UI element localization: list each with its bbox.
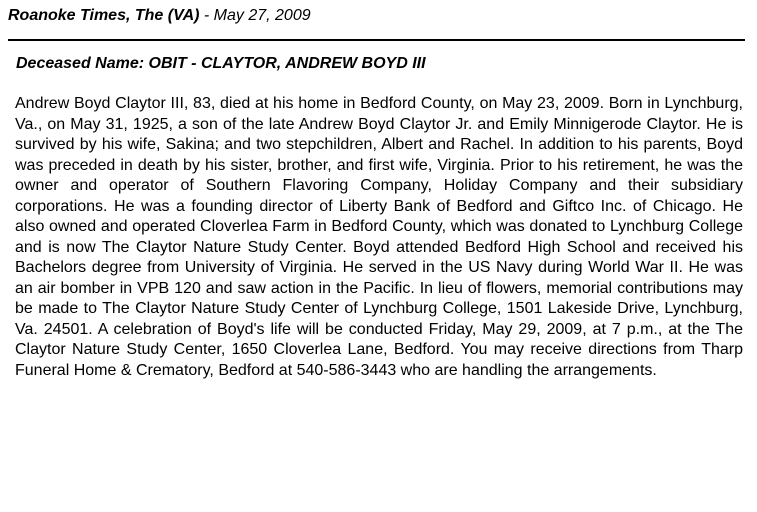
header-divider	[8, 39, 745, 41]
publication-header	[8, 7, 311, 25]
publication-date: May 27, 2009	[213, 7, 311, 24]
publication-name: Roanoke Times, The (VA)	[8, 7, 200, 24]
header-separator: -	[199, 7, 214, 24]
obituary-body: Andrew Boyd Claytor III, 83, died at his home in Bedford County, on May 23, 2009. Born in Lynchburg, Va., on May 31, 1925, a son of the late Andrew Boyd Claytor Jr. and Emily Minnigerode Claytor. He is survived by his wife, Sakina; and two stepchildren, Albert and Rachel. In addition to his parents, Boyd was preceded in death by his sister, brother, and first wife, Virginia. Prior to his retirement, he was the owner and operator of Southern Flavoring Company, Holiday Company and their subsidiary corporations. He was a founding director of Liberty Bank of Bedford and Giftco Inc. of Chicago. He also owned and operated Cloverlea Farm in Bedford County, which was donated to Lynchburg College and is now The Claytor Nature Study Center. Boyd attended Bedford High School and received his Bachelors degree from University of Virginia. He served in the US Navy during World War II. He was an air bomber in VPB 120 and saw action in the Pacific. In lieu of flowers, memorial contributions may be made to The Claytor Nature Study Center of Lynchburg College, 1501 Lakeside Drive, Lynchburg, Va. 24501. A celebration of Boyd's life will be conducted Friday, May 29, 2009, at 7 p.m., at the The Claytor Nature Study Center, 1650 Cloverlea Lane, Bedford. You may receive directions from Tharp Funeral Home & Crematory, Bedford at 540-586-3443 who are handling the arrangements.	[15, 95, 743, 379]
deceased-name-heading: Deceased Name: OBIT - CLAYTOR, ANDREW BOYD III	[16, 55, 426, 72]
